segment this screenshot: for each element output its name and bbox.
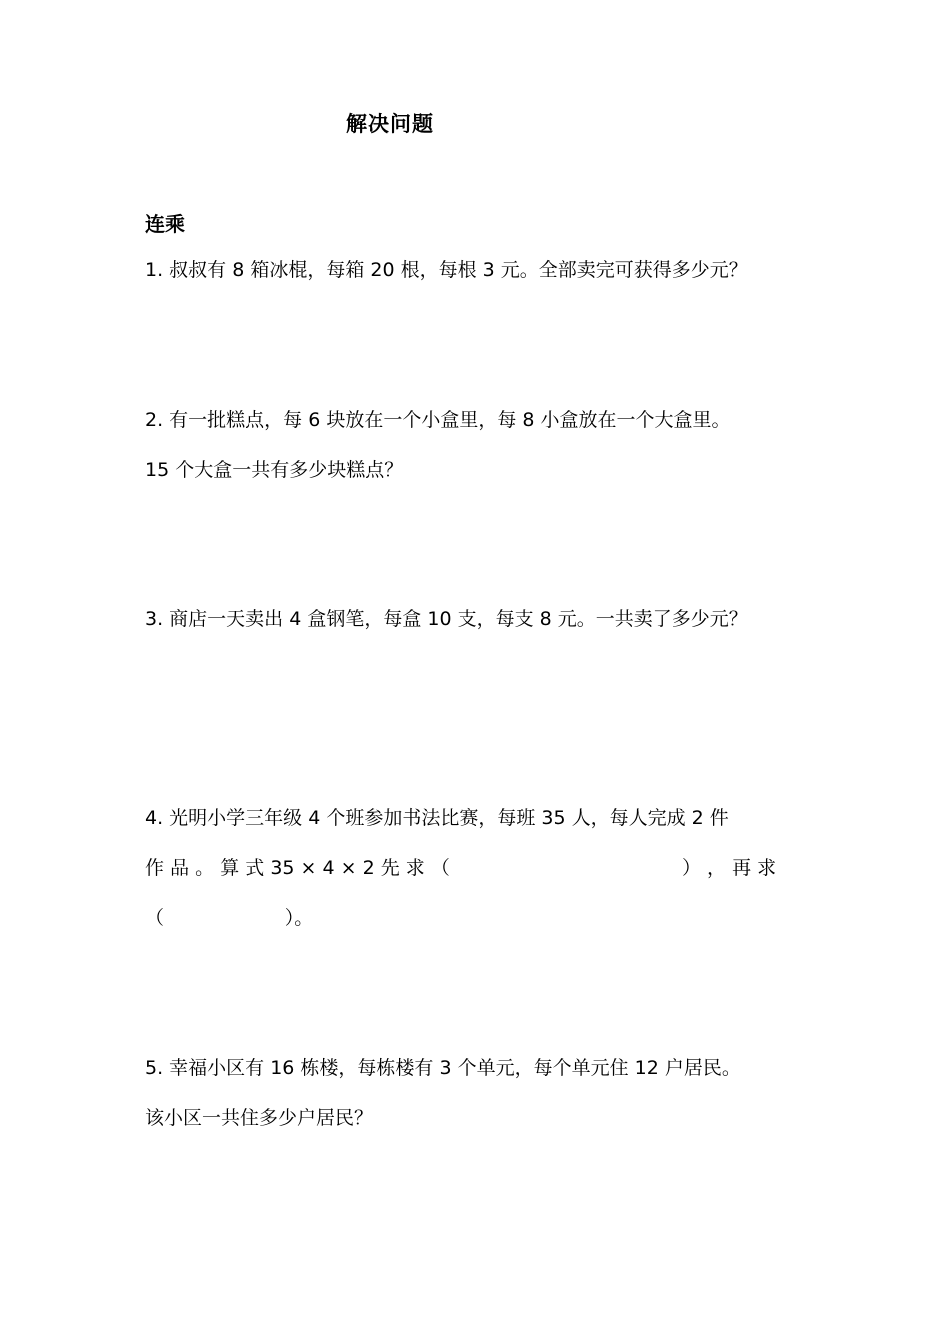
question-2-line-1: 2. 有一批糕点，每 6 块放在一个小盒里，每 8 小盒放在一个大盒里。 xyxy=(145,409,731,431)
question-2 xyxy=(145,395,810,495)
q4-char: 求 xyxy=(405,857,425,879)
q4-char: 式 xyxy=(245,857,265,879)
question-5-line-1: 5. 幸福小区有 16 栋楼，每栋楼有 3 个单元，每个单元住 12 户居民。 xyxy=(145,1057,741,1079)
question-1 xyxy=(145,245,810,295)
question-1-line-1: 1. 叔叔有 8 箱冰棍，每箱 20 根，每根 3 元。全部卖完可获得多少元？ xyxy=(145,259,748,281)
q4-char: 算 xyxy=(220,857,240,879)
question-3-line-1: 3. 商店一天卖出 4 盒钢笔，每盒 10 支，每支 8 元。一共卖了多少元？ xyxy=(145,608,748,630)
q4-char: 先 xyxy=(380,857,400,879)
q4-char: 。 xyxy=(195,857,215,879)
section-heading: 连乘 xyxy=(145,212,185,236)
q4-char: 再 xyxy=(732,857,752,879)
question-5-line-2: 该小区一共住多少户居民？ xyxy=(145,1107,374,1129)
question-4-line-3: （ ）。 xyxy=(145,907,314,929)
q4-char: ， xyxy=(707,857,727,879)
question-5 xyxy=(145,1043,810,1143)
question-4-line-1: 4. 光明小学三年级 4 个班参加书法比赛，每班 35 人，每人完成 2 件 xyxy=(145,807,729,829)
question-2-line-2: 15 个大盒一共有多少块糕点？ xyxy=(145,459,404,481)
q4-formula: 35 × 4 × 2 xyxy=(270,857,375,879)
q4-char: 求 xyxy=(757,857,777,879)
question-4 xyxy=(145,793,810,943)
question-3 xyxy=(145,594,810,644)
q4-char: 作 xyxy=(145,857,165,879)
question-4-line-2 xyxy=(145,843,810,893)
q4-char: 品 xyxy=(170,857,190,879)
page-title: 解决问题 xyxy=(346,112,434,136)
q4-close-paren: ） xyxy=(681,857,701,879)
q4-open-paren: （ xyxy=(430,857,450,879)
